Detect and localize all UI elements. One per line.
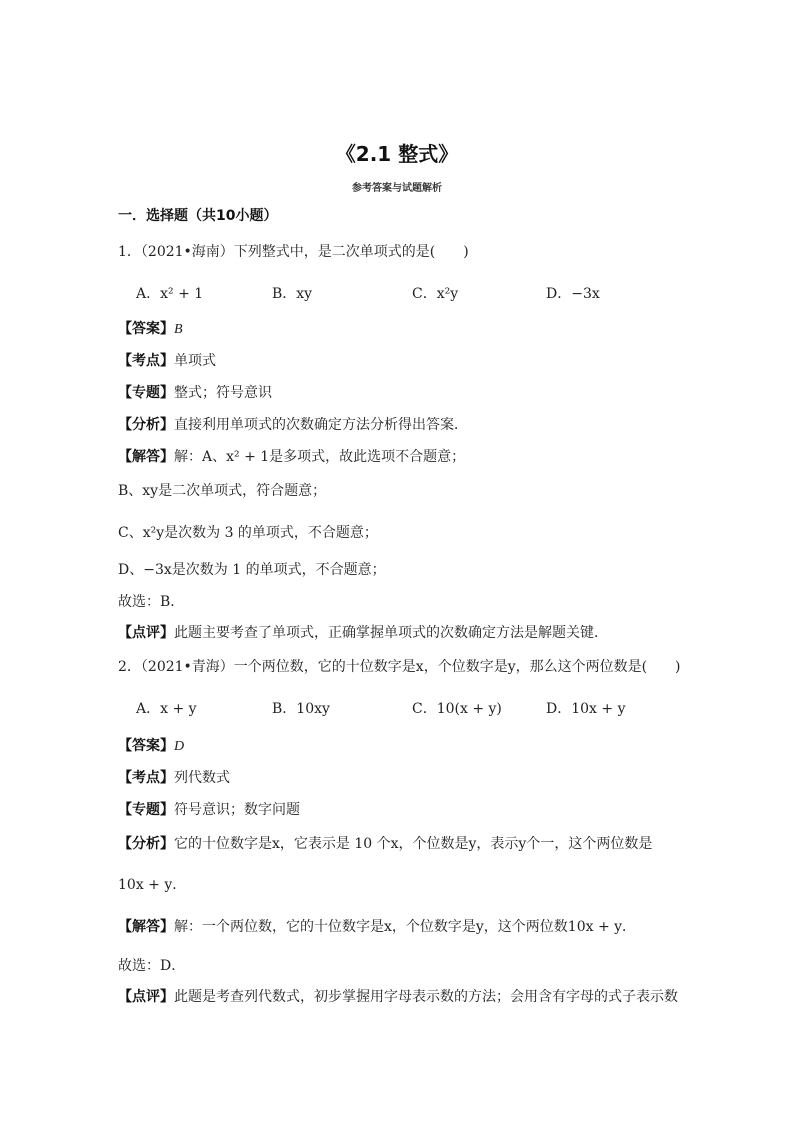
q2-option-a: A．x + y bbox=[136, 701, 197, 717]
q2-point-line bbox=[118, 769, 230, 787]
q2-analysis-cont: 10x + y． bbox=[118, 877, 187, 893]
q2-comment-line bbox=[118, 988, 678, 1006]
document-subtitle: 参考答案与试题解析 bbox=[352, 183, 442, 194]
q1-topic: 整式；符号意识 bbox=[174, 385, 272, 401]
q1-comment-tag: 【点评】 bbox=[118, 625, 174, 641]
q1-analysis-line bbox=[118, 416, 468, 434]
q1-topic-line bbox=[118, 384, 272, 402]
q1-comment-line bbox=[118, 624, 608, 642]
q1-point-line bbox=[118, 352, 216, 370]
q2-option-c: C．10(x + y) bbox=[412, 701, 502, 717]
q1-solution-1: 解：A、x² + 1是多项式，故此选项不合题意； bbox=[174, 449, 466, 465]
q2-answer-tag: 【答案】 bbox=[118, 738, 174, 754]
q1-topic-tag: 【专题】 bbox=[118, 385, 174, 401]
q2-option-d: D．10x + y bbox=[546, 701, 626, 717]
q2-analysis: 它的十位数字是x，它表示是 10 个x，个位数是y，表示y个一，这个两位数是 bbox=[174, 836, 653, 852]
q2-choose: 故选：D． bbox=[118, 958, 186, 974]
q2-point: 列代数式 bbox=[174, 770, 230, 786]
q2-comment: 此题是考查列代数式，初步掌握用字母表示数的方法；会用含有字母的式子表示数 bbox=[174, 989, 678, 1005]
q2-comment-tag: 【点评】 bbox=[118, 989, 174, 1005]
document-title: 《2.1 整式》 bbox=[335, 142, 459, 166]
q1-analysis-tag: 【分析】 bbox=[118, 417, 174, 433]
q2-analysis-tag: 【分析】 bbox=[118, 836, 174, 852]
q1-answer: B bbox=[174, 322, 183, 337]
q1-solution-2: B、xy是二次单项式，符合题意； bbox=[118, 483, 327, 499]
q1-point-tag: 【考点】 bbox=[118, 353, 174, 369]
q1-answer-tag: 【答案】 bbox=[118, 321, 174, 337]
q1-option-b: B．xy bbox=[272, 286, 313, 302]
q2-analysis-line bbox=[118, 835, 652, 853]
q2-topic-tag: 【专题】 bbox=[118, 802, 174, 818]
q2-solution-line bbox=[118, 918, 636, 936]
q1-analysis: 直接利用单项式的次数确定方法分析得出答案． bbox=[174, 417, 468, 433]
q2-topic-line bbox=[118, 801, 300, 819]
q1-answer-line bbox=[118, 320, 183, 339]
q1-comment: 此题主要考查了单项式，正确掌握单项式的次数确定方法是解题关键． bbox=[174, 625, 608, 641]
q1-point: 单项式 bbox=[174, 353, 216, 369]
question-1-stem: 1．（2021•海南）下列整式中，是二次单项式的是( ) bbox=[118, 244, 469, 260]
question-2-stem: 2．（2021•青海）一个两位数，它的十位数字是x，个位数字是y，那么这个两位数是( ) bbox=[118, 659, 681, 675]
q2-option-b: B．10xy bbox=[272, 701, 330, 717]
q1-option-a: A．x² + 1 bbox=[136, 286, 204, 302]
q2-answer: D bbox=[174, 739, 185, 754]
q1-solution-tag: 【解答】 bbox=[118, 449, 174, 465]
q2-solution-tag: 【解答】 bbox=[118, 919, 174, 935]
q2-solution: 解：一个两位数，它的十位数字是x，个位数字是y，这个两位数10x + y． bbox=[174, 919, 637, 935]
section-heading: 一．选择题（共10小题） bbox=[118, 208, 278, 224]
q2-topic: 符号意识；数字问题 bbox=[174, 802, 300, 818]
q1-solution-3: C、x²y是次数为 3 的单项式，不合题意； bbox=[118, 525, 378, 541]
q1-option-d: D．−3x bbox=[546, 286, 600, 302]
q1-solution-line bbox=[118, 448, 465, 466]
q1-option-c: C．x²y bbox=[412, 286, 459, 302]
q1-choose: 故选：B． bbox=[118, 594, 185, 610]
q2-answer-line bbox=[118, 737, 184, 756]
q1-solution-4: D、−3x是次数为 1 的单项式，不合题意； bbox=[118, 562, 386, 578]
q2-point-tag: 【考点】 bbox=[118, 770, 174, 786]
